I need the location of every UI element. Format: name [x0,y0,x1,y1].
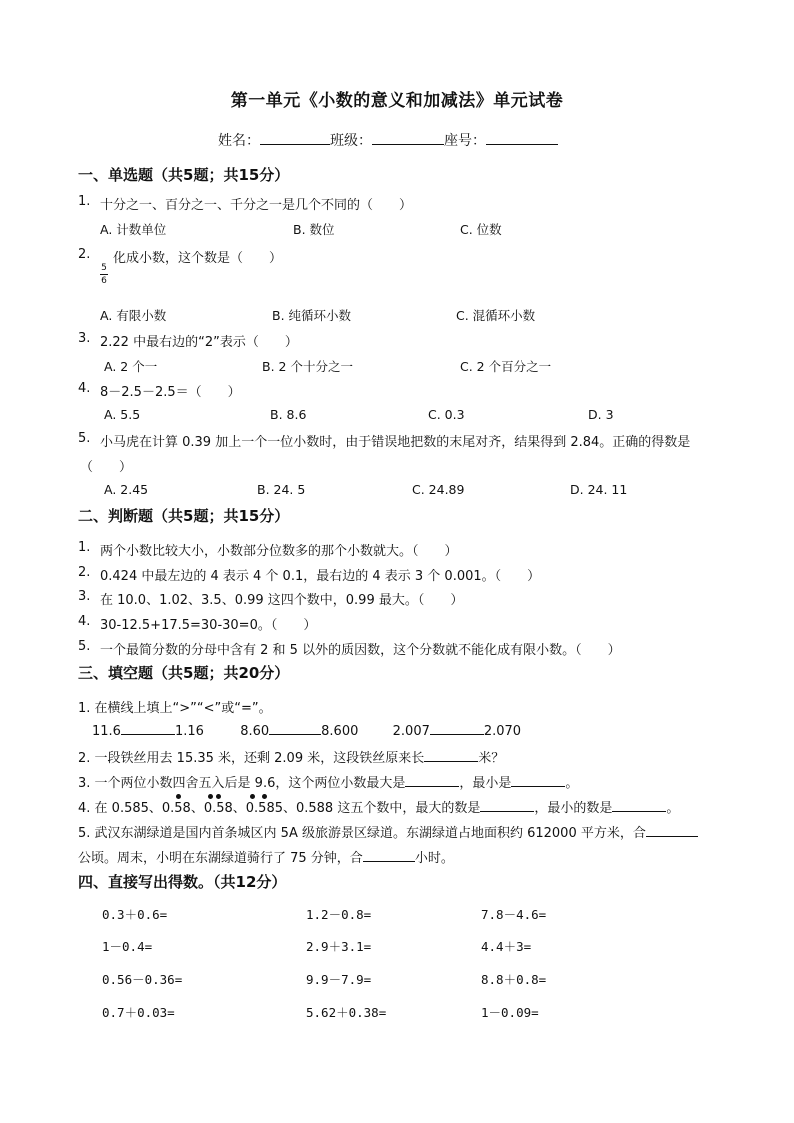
question-number: 1. [78,540,91,555]
question-text: 在 10.0、1.02、3.5、0.99 这四个数中，0.99 最大。（ ） [100,593,464,608]
question-text: 30-12.5+17.5=30-30=0。（ ） [100,618,317,633]
option-d[interactable]: D. 24. 11 [570,482,628,497]
class-field[interactable] [372,130,444,145]
compare-left: 8.60 [240,724,270,739]
fraction [99,263,109,286]
page-title: 第一单元《小数的意义和加减法》单元试卷 [230,91,564,111]
compare-right: 8.600 [321,724,359,739]
calc-item: 0.56－0.36= [102,972,183,987]
calc-item: 1.2－0.8= [306,907,372,922]
calc-item: 5.62＋0.38= [306,1005,387,1020]
answer-blank[interactable] [612,799,666,812]
question-text: 2.22 中最右边的“2”表示（ ） [100,335,298,350]
question-mid: ，最小是 [459,776,512,791]
calc-item: 0.3＋0.6= [102,907,168,922]
answer-blank[interactable] [363,849,415,862]
fill-question-2 [78,747,504,766]
question-tail: 。 [565,776,579,791]
section-mental-calc: 四、直接写出得数。（共12分） [78,873,287,891]
seat-label: 座号： [444,133,486,149]
section-fill-blank: 三、填空题（共5题；共20分） [78,664,290,682]
question-text: 8－2.5－2.5＝（ ） [100,385,241,400]
name-field[interactable] [260,130,330,145]
answer-blank[interactable] [511,774,565,787]
option-d[interactable]: D. 3 [588,407,614,422]
question-mid: ，最小的数是 [534,801,613,816]
question-number: 2. [78,565,91,580]
question-number: 4. [78,381,91,396]
option-c[interactable]: C. 24.89 [412,482,465,497]
option-a[interactable]: A. 2 个一 [104,359,158,374]
question-text: 5. 武汉东湖绿道是国内首条城区内 5A 级旅游景区绿道。东湖绿道占地面积约 612000 平方米，合 [78,826,646,841]
option-c[interactable]: C. 2 个百分之一 [460,359,552,374]
fill-question-5 [78,822,698,841]
calc-item: 2.9＋3.1= [306,939,372,954]
question-number: 5. [78,431,91,446]
name-label: 姓名： [218,133,260,149]
fill-question-4 [78,797,679,816]
question-number: 2. [78,247,91,262]
question-number: 1. [78,194,91,209]
calc-item: 8.8＋0.8= [481,972,547,987]
seat-field[interactable] [486,130,558,145]
fill-question-3 [78,772,578,791]
calc-item: 7.8－4.6= [481,907,547,922]
fraction-denominator: 6 [101,276,107,286]
answer-blank[interactable] [405,774,459,787]
option-a[interactable]: A. 2.45 [104,482,149,497]
section-single-choice: 一、单选题（共5题；共15分） [78,166,290,184]
question-text: 化成小数，这个数是（ ） [113,251,283,266]
compare-left: 2.007 [392,724,430,739]
calc-item: 9.9－7.9= [306,972,372,987]
question-text: 0.424 中最左边的 4 表示 4 个 0.1，最右边的 4 表示 3 个 0.001。（ ） [100,569,541,584]
compare-blank[interactable] [430,722,484,735]
question-number: 4. [78,614,91,629]
calc-item: 1－0.09= [481,1005,539,1020]
compare-left: 11.6 [92,724,121,739]
section-true-false: 二、判断题（共5题；共15分） [78,507,290,525]
answer-blank[interactable] [424,749,478,762]
class-label: 班级： [330,133,372,149]
question-tail: 小时。 [414,851,454,866]
option-b[interactable]: B. 数位 [293,222,335,237]
compare-blank[interactable] [269,722,321,735]
option-a[interactable]: A. 计数单位 [100,222,167,237]
question-text: 小马虎在计算 0.39 加上一个一位小数时，由于错误地把数的末尾对齐，结果得到 2.84。正确的得数是 [100,435,691,450]
question-tail: 。 [666,801,680,816]
question-text: 1. 在横线上填上“>”“<”或“=”。 [78,701,272,716]
answer-blank[interactable] [480,799,534,812]
option-b[interactable]: B. 2 个十分之一 [262,359,353,374]
question-number: 3. [78,331,91,346]
option-a[interactable]: A. 5.5 [104,407,141,422]
calc-item: 1－0.4= [102,939,153,954]
fraction-bar [100,274,108,275]
compare-right: 2.070 [483,724,522,739]
question-text: 4. 在 0.585、0.58、0.58、0.585、0.588 这五个数中，最大的数是 [78,801,481,816]
option-c[interactable]: C. 位数 [460,222,502,237]
compare-blank[interactable] [121,722,175,735]
question-text: 公顷。周末，小明在东湖绿道骑行了 75 分钟，合 [78,851,363,866]
calc-item: 4.4＋3= [481,939,532,954]
answer-bracket: （ ） [80,460,133,475]
question-text: 一个最简分数的分母中含有 2 和 5 以外的质因数，这个分数就不能化成有限小数。（ ） [100,643,621,658]
option-b[interactable]: B. 24. 5 [257,482,306,497]
question-text: 3. 一个两位小数四舍五入后是 9.6，这个两位小数最大是 [78,776,406,791]
question-text: 两个小数比较大小，小数部分位数多的那个小数就大。（ ） [100,544,458,559]
answer-blank[interactable] [646,824,698,837]
calc-item: 0.7＋0.03= [102,1005,175,1020]
question-number: 5. [78,639,91,654]
option-a[interactable]: A. 有限小数 [100,308,167,323]
option-c[interactable]: C. 混循环小数 [456,308,536,323]
question-text: 2. 一段铁丝用去 15.35 米，还剩 2.09 米，这段铁丝原来长 [78,751,425,766]
question-number: 3. [78,589,91,604]
compare-right: 1.16 [174,724,204,739]
option-b[interactable]: B. 纯循环小数 [272,308,352,323]
compare-row [92,722,521,739]
option-b[interactable]: B. 8.6 [270,407,307,422]
fill-question-5-line2 [78,847,454,866]
student-info [218,130,558,150]
question-text: 十分之一、百分之一、千分之一是几个不同的（ ） [100,198,413,213]
fraction-numerator: 5 [101,263,107,273]
question-tail: 米？ [478,751,505,766]
option-c[interactable]: C. 0.3 [428,407,465,422]
